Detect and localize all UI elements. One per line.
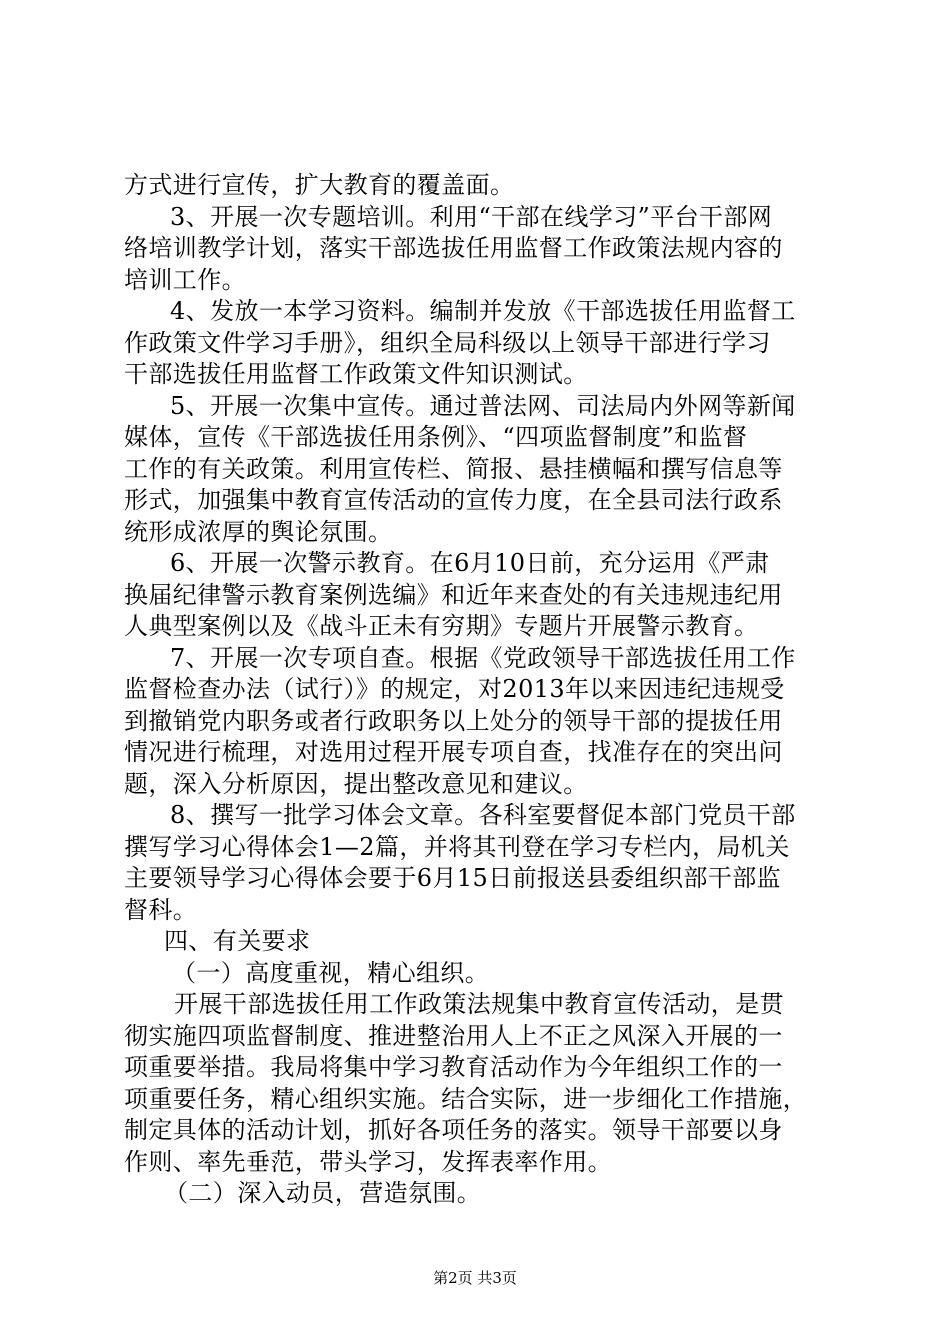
text-line: 作政策文件学习手册》，组织全局科级以上领导干部进行学习 bbox=[124, 328, 771, 357]
text-line: 形式，加强集中教育宣传活动的宣传力度，在全县司法行政系 bbox=[124, 486, 783, 514]
text-line: 项重要举措。我局将集中学习教育活动作为今年组织工作的一 bbox=[124, 1053, 783, 1081]
text-line: 5、开展一次集中宣传。通过普法网、司法局内外网等新闻 bbox=[170, 391, 796, 420]
text-line: 开展干部选拔任用工作政策法规集中教育宣传活动，是贯 bbox=[174, 990, 784, 1018]
text-line: 媒体，宣传《干部选拔任用条例》、“四项监督制度”和监督 bbox=[124, 423, 748, 451]
text-line: 制定具体的活动计划，抓好各项任务的落实。领导干部要以身 bbox=[124, 1116, 783, 1144]
text-line: 工作的有关政策。利用宣传栏、简报、悬挂横幅和撰写信息等 bbox=[124, 454, 783, 483]
text-line: 4、发放一本学习资料。编制并发放《干部选拔任用监督工 bbox=[170, 297, 796, 325]
text-line: 6、开展一次警示教育。在6月10日前，充分运用《严肃 bbox=[170, 549, 770, 577]
text-line: 3、开展一次专题培训。利用“干部在线学习”平台干部网 bbox=[170, 202, 773, 231]
text-line: 作则、率先垂范，带头学习，发挥表率作用。 bbox=[124, 1147, 612, 1176]
text-line: 7、开展一次专项自查。根据《党政领导干部选拔任用工作 bbox=[170, 643, 796, 672]
text-line: （二）深入动员，营造氛围。 bbox=[164, 1179, 482, 1207]
text-line: 8、撰写一批学习体会文章。各科室要督促本部门党员干部 bbox=[170, 801, 796, 829]
text-line: （一）高度重视，精心组织。 bbox=[172, 958, 490, 987]
text-line: 四、有关要求 bbox=[164, 927, 311, 955]
text-line: 主要领导学习心得体会要于6月15日前报送县委组织部干部监 bbox=[124, 864, 782, 892]
text-line: 培训工作。 bbox=[124, 265, 246, 294]
text-line: 干部选拔任用监督工作政策文件知识测试。 bbox=[124, 360, 588, 388]
text-line: 撰写学习心得体会1—2篇，并将其刊登在学习专栏内，局机关 bbox=[124, 832, 790, 861]
text-line: 换届纪律警示教育案例选编》和近年来查处的有关违规违纪用 bbox=[124, 580, 783, 609]
text-line: 统形成浓厚的舆论氛围。 bbox=[124, 517, 393, 546]
text-line: 到撤销党内职务或者行政职务以上处分的领导干部的提拔任用 bbox=[124, 706, 783, 735]
page-footer: 第2页 共3页 bbox=[433, 1269, 517, 1287]
text-line: 情况进行梳理，对选用过程开展专项自查，找准存在的突出问 bbox=[124, 738, 783, 766]
text-line: 人典型案例以及《战斗正未有穷期》专题片开展警示教育。 bbox=[124, 612, 759, 640]
text-line: 项重要任务，精心组织实施。结合实际，进一步细化工作措施， bbox=[124, 1084, 808, 1113]
text-line: 络培训教学计划，落实干部选拔任用监督工作政策法规内容的 bbox=[124, 234, 783, 262]
text-line: 督科。 bbox=[124, 895, 198, 924]
text-line: 监督检查办法（试行）》的规定，对2013年以来因违纪违规受 bbox=[124, 675, 785, 703]
text-line: 题，深入分析原因，提出整改意见和建议。 bbox=[124, 769, 588, 798]
document-body bbox=[124, 170, 834, 1210]
text-line: 方式进行宣传，扩大教育的覆盖面。 bbox=[124, 171, 515, 199]
text-line: 彻实施四项监督制度、推进整治用人上不正之风深入开展的一 bbox=[124, 1021, 783, 1050]
